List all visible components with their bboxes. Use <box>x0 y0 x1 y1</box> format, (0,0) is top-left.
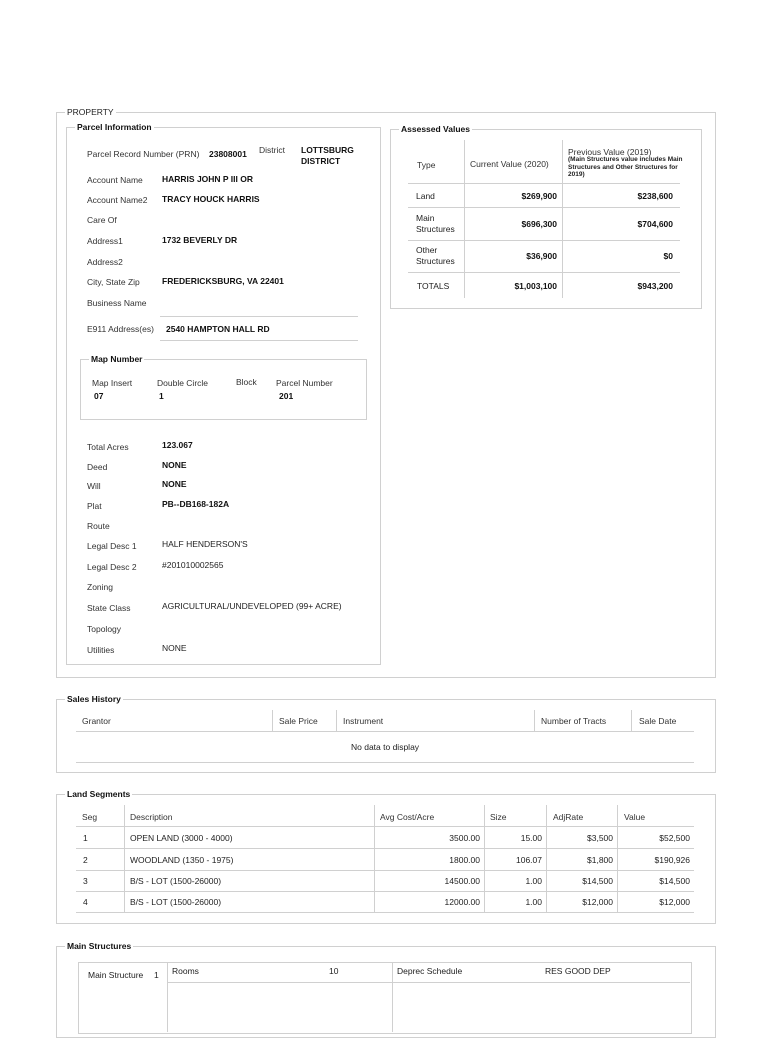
assessed-row-current: $269,900 <box>521 191 557 201</box>
main-structure-divider-1 <box>167 962 168 1032</box>
detail-row-value: AGRICULTURAL/UNDEVELOPED (99+ ACRE) <box>162 601 342 611</box>
land-cell-avg-cost: 12000.00 <box>444 897 480 907</box>
land-row-divider <box>76 848 694 849</box>
land-cell-value: $52,500 <box>659 833 690 843</box>
parcel-row-value: TRACY HOUCK HARRIS <box>162 194 260 204</box>
parcel-row-label: Address2 <box>87 257 123 267</box>
map-insert-value: 07 <box>94 391 104 401</box>
sales-col-divider-2 <box>336 710 337 731</box>
main-structure-divider-2 <box>392 962 393 1032</box>
assessed-col-divider-2 <box>562 140 563 298</box>
sales-col-divider-4 <box>631 710 632 731</box>
detail-row-label: Plat <box>87 501 102 511</box>
deprec-schedule-label: Deprec Schedule <box>397 966 463 976</box>
land-cell-seg: 1 <box>83 833 88 843</box>
main-structure-number: 1 <box>154 970 159 980</box>
land-cell-description: B/S - LOT (1500-26000) <box>130 876 222 886</box>
assessed-totals-label: TOTALS <box>417 281 450 291</box>
land-row-divider <box>76 912 694 913</box>
detail-row-label: Utilities <box>87 645 115 655</box>
parcel-row-label: City, State Zip <box>87 277 140 287</box>
land-col-divider <box>546 805 547 913</box>
assessed-values-legend: Assessed Values <box>401 124 470 134</box>
detail-row-value: NONE <box>162 643 187 653</box>
sales-header-cell: Sale Date <box>639 716 677 726</box>
sales-empty-message: No data to display <box>351 742 420 752</box>
land-cell-value: $14,500 <box>659 876 690 886</box>
assessed-row-type: Other Structures <box>416 245 455 266</box>
land-cell-avg-cost: 3500.00 <box>449 833 480 843</box>
detail-row-value: NONE <box>162 460 187 470</box>
land-header-cell: Avg Cost/Acre <box>380 812 435 822</box>
land-cell-description: B/S - LOT (1500-26000) <box>130 897 222 907</box>
land-header-cell: Value <box>624 812 646 822</box>
land-header-cell: Size <box>490 812 507 822</box>
sales-col-divider-3 <box>534 710 535 731</box>
land-cell-description: WOODLAND (1350 - 1975) <box>130 855 234 865</box>
land-col-divider <box>484 805 485 913</box>
land-segments-legend: Land Segments <box>67 789 131 799</box>
parcel-number-value: 201 <box>279 391 294 401</box>
rooms-label: Rooms <box>172 966 199 976</box>
land-cell-avg-cost: 1800.00 <box>449 855 480 865</box>
double-circle-label: Double Circle <box>157 378 209 388</box>
sales-header-cell: Number of Tracts <box>541 716 607 726</box>
sales-header-cell: Grantor <box>82 716 111 726</box>
land-cell-seg: 3 <box>83 876 88 886</box>
district-value-line2: DISTRICT <box>301 156 341 166</box>
parcel-row-label: Address1 <box>87 236 123 246</box>
parcel-row-value: HARRIS JOHN P III OR <box>162 174 253 184</box>
detail-row-label: Legal Desc 1 <box>87 541 137 551</box>
land-row-divider <box>76 870 694 871</box>
assessed-col-current: Current Value (2020) <box>470 159 549 169</box>
detail-row-label: Will <box>87 481 101 491</box>
detail-row-label: Zoning <box>87 582 113 592</box>
land-col-divider <box>374 805 375 913</box>
land-cell-avg-cost: 14500.00 <box>444 876 480 886</box>
land-cell-adj-rate: $12,000 <box>582 897 613 907</box>
deprec-schedule-value: RES GOOD DEP <box>545 966 611 976</box>
land-cell-size: 106.07 <box>516 855 542 865</box>
land-cell-value: $12,000 <box>659 897 690 907</box>
main-structure-label: Main Structure <box>88 970 144 980</box>
prn-label: Parcel Record Number (PRN) <box>87 149 200 159</box>
parcel-row-value: FREDERICKSBURG, VA 22401 <box>162 276 284 286</box>
sales-history-legend: Sales History <box>67 694 121 704</box>
assessed-row-divider <box>408 207 680 208</box>
sales-header-divider <box>76 731 694 732</box>
assessed-row-current: $696,300 <box>521 219 557 229</box>
assessed-row-type: Land <box>416 191 435 201</box>
land-cell-value: $190,926 <box>654 855 690 865</box>
land-cell-size: 15.00 <box>520 833 542 843</box>
map-number-legend: Map Number <box>91 354 143 364</box>
district-label: District <box>259 145 285 155</box>
land-cell-seg: 2 <box>83 855 88 865</box>
land-cell-size: 1.00 <box>525 876 542 886</box>
e911-value: 2540 HAMPTON HALL RD <box>166 324 270 334</box>
detail-row-label: State Class <box>87 603 131 613</box>
detail-row-value: 123.067 <box>162 440 193 450</box>
assessed-col-previous-note: (Main Structures value includes Main Structures and Other Structures for 2019) <box>568 156 683 178</box>
land-header-cell: Description <box>130 812 173 822</box>
assessed-header-divider <box>408 183 680 184</box>
property-legend: PROPERTY <box>67 107 114 117</box>
parcel-row-label: Care Of <box>87 215 117 225</box>
assessed-row-previous: $704,600 <box>637 219 673 229</box>
parcel-row-label: Account Name2 <box>87 195 148 205</box>
parcel-row-label: Account Name <box>87 175 143 185</box>
parcel-row-value: 1732 BEVERLY DR <box>162 235 238 245</box>
land-col-divider <box>617 805 618 913</box>
assessed-totals-previous: $943,200 <box>637 281 673 291</box>
detail-row-value: #201010002565 <box>162 560 224 570</box>
land-cell-description: OPEN LAND (3000 - 4000) <box>130 833 233 843</box>
assessed-row-current: $36,900 <box>526 251 557 261</box>
land-cell-seg: 4 <box>83 897 88 907</box>
district-value-line1: LOTTSBURG <box>301 145 354 155</box>
assessed-col-type: Type <box>417 160 436 170</box>
detail-row-label: Deed <box>87 462 108 472</box>
map-number-section <box>80 354 367 420</box>
block-label: Block <box>236 377 257 387</box>
land-header-cell: AdjRate <box>553 812 584 822</box>
detail-row-label: Total Acres <box>87 442 129 452</box>
map-insert-label: Map Insert <box>92 378 133 388</box>
assessed-totals-divider <box>408 272 680 273</box>
sales-bottom-divider <box>76 762 694 763</box>
land-cell-adj-rate: $3,500 <box>587 833 613 843</box>
sales-header-cell: Instrument <box>343 716 384 726</box>
detail-row-label: Topology <box>87 624 122 634</box>
land-row-divider <box>76 891 694 892</box>
sales-header-cell: Sale Price <box>279 716 318 726</box>
parcel-number-label: Parcel Number <box>276 378 333 388</box>
assessed-col-divider-1 <box>464 140 465 298</box>
prn-value: 23808001 <box>209 149 247 159</box>
detail-row-value: HALF HENDERSON'S <box>162 539 248 549</box>
assessed-col-previous: Previous Value (2019) <box>568 147 652 157</box>
land-header-divider <box>76 826 694 827</box>
detail-row-label: Route <box>87 521 110 531</box>
e911-divider <box>160 340 358 341</box>
detail-row-value: PB--DB168-182A <box>162 499 230 509</box>
land-cell-size: 1.00 <box>525 897 542 907</box>
land-col-divider <box>124 805 125 913</box>
assessed-row-type: Main Structures <box>416 213 455 234</box>
land-cell-adj-rate: $1,800 <box>587 855 613 865</box>
business-name-divider <box>160 316 358 317</box>
parcel-row-label: Business Name <box>87 298 147 308</box>
assessed-totals-current: $1,003,100 <box>514 281 557 291</box>
sales-col-divider-1 <box>272 710 273 731</box>
assessed-row-divider <box>408 240 680 241</box>
main-structure-row-divider <box>167 982 690 983</box>
land-header-cell: Seg <box>82 812 98 822</box>
e911-label: E911 Address(es) <box>87 324 154 334</box>
assessed-row-previous: $0 <box>663 251 673 261</box>
detail-row-label: Legal Desc 2 <box>87 562 137 572</box>
rooms-value: 10 <box>329 966 339 976</box>
parcel-information-legend: Parcel Information <box>77 122 152 132</box>
main-structures-legend: Main Structures <box>67 941 132 951</box>
double-circle-value: 1 <box>159 391 164 401</box>
land-cell-adj-rate: $14,500 <box>582 876 613 886</box>
detail-row-value: NONE <box>162 479 187 489</box>
assessed-row-previous: $238,600 <box>637 191 673 201</box>
